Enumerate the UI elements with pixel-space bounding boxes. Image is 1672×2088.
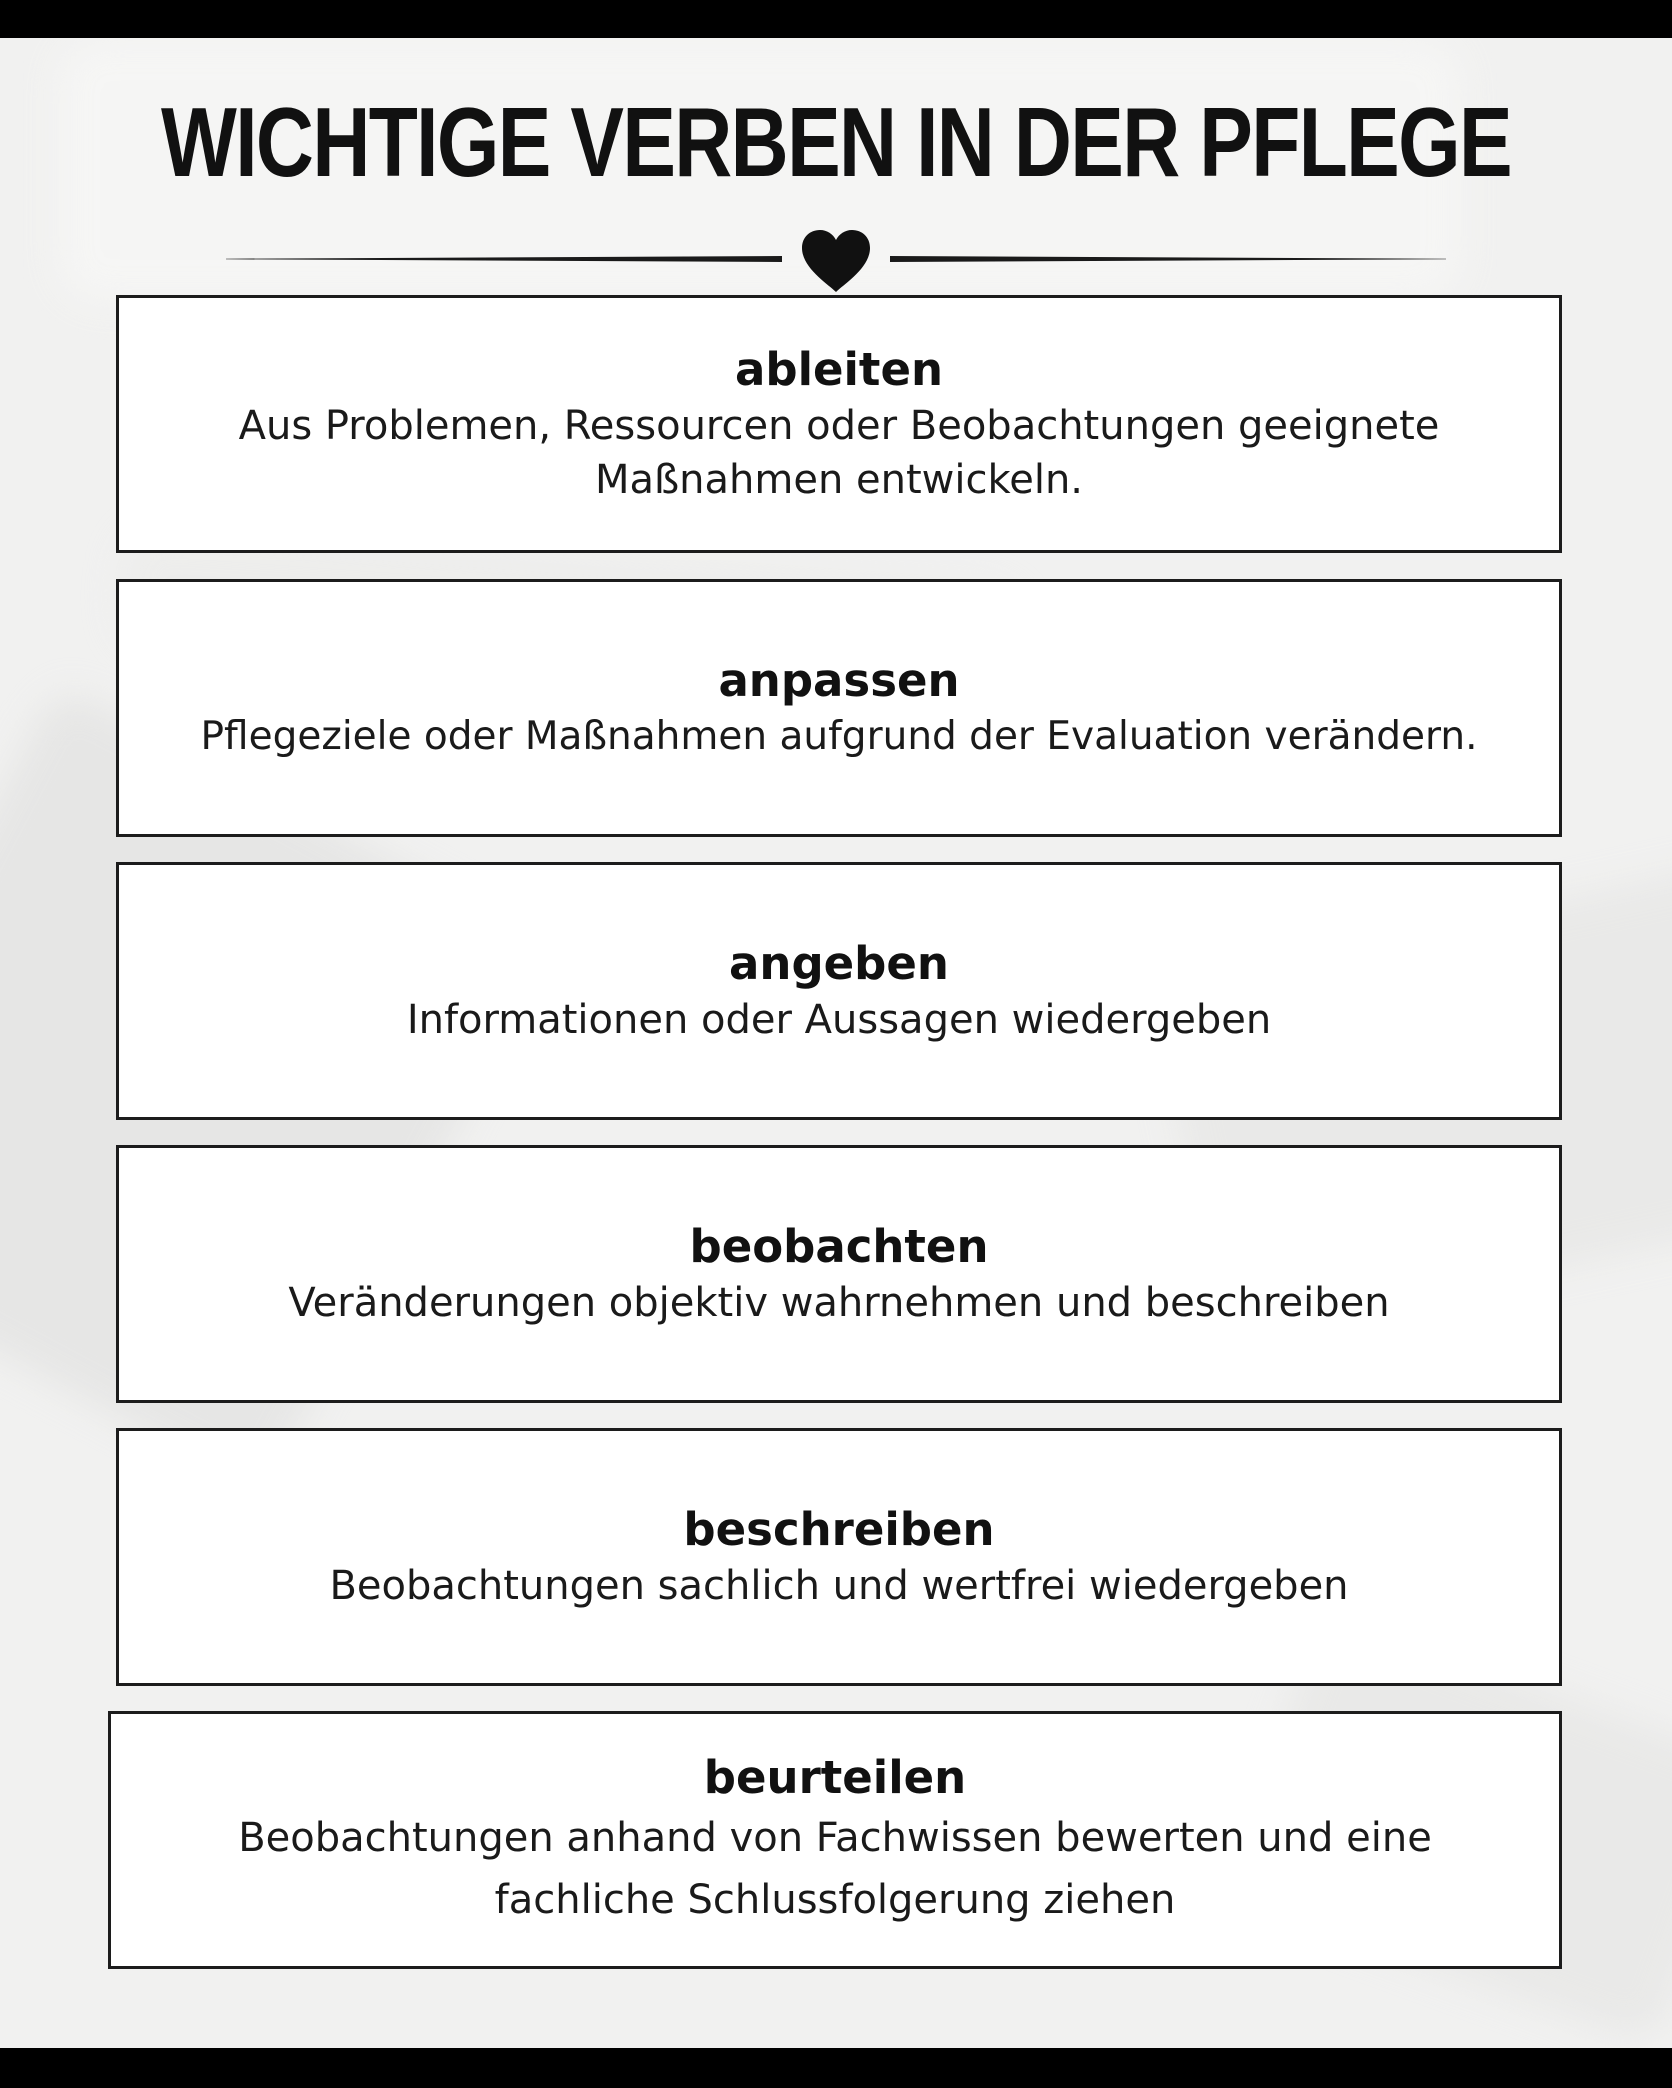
verb-card-anpassen <box>116 579 1562 837</box>
verb-description: Veränderungen objektiv wahrnehmen und beschreiben <box>288 1280 1390 1326</box>
verb-description: Aus Problemen, Ressourcen oder Beobachtungen geeignete Maßnahmen entwickeln. <box>238 403 1440 503</box>
verb-description: Beobachtungen anhand von Fachwissen bewerten und eine fachliche Schlussfolgerung ziehen <box>238 1815 1432 1923</box>
verb-term: angeben <box>729 937 949 990</box>
verb-term: ableiten <box>734 343 943 396</box>
page-title: WICHTIGE VERBEN IN DER PFLEGE <box>161 87 1511 197</box>
verb-description: Beobachtungen sachlich und wertfrei wiedergeben <box>329 1563 1349 1609</box>
verb-card-angeben <box>116 862 1562 1120</box>
verb-term: beurteilen <box>703 1751 967 1804</box>
verb-description: Pflegeziele oder Maßnahmen aufgrund der Evaluation verändern. <box>200 714 1478 759</box>
divider-line-left <box>226 256 782 262</box>
heart-icon <box>798 228 874 294</box>
verb-card-beschreiben <box>116 1428 1562 1686</box>
verb-card-ableiten <box>116 295 1562 553</box>
verb-card-beobachten <box>116 1145 1562 1403</box>
verb-term: beschreiben <box>683 1503 995 1556</box>
verb-term: anpassen <box>718 654 960 707</box>
title-divider <box>226 228 1446 288</box>
divider-line-right <box>890 256 1446 262</box>
verb-description: Informationen oder Aussagen wiedergeben <box>406 997 1272 1043</box>
poster-canvas <box>0 38 1672 2048</box>
verb-term: beobachten <box>689 1220 989 1273</box>
verb-card-beurteilen <box>108 1711 1562 1969</box>
